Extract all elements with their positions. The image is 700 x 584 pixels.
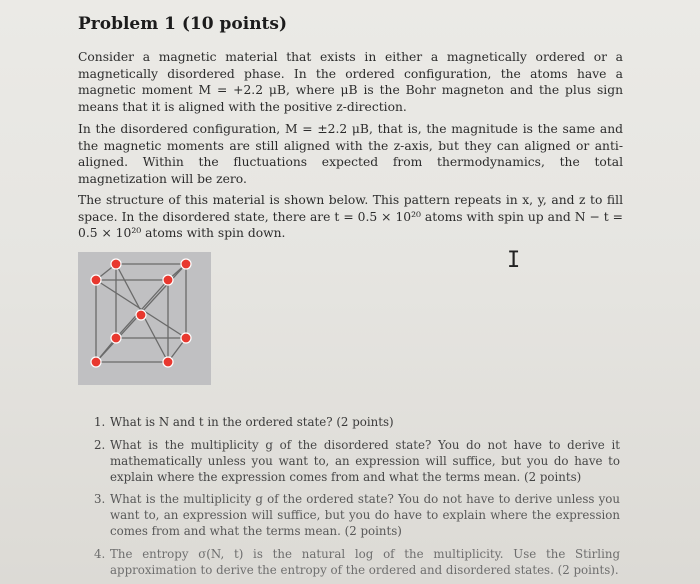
question-text: What is the multiplicity g of the disordered state? You do not have to derive it mathematically unless you want to, an expression will suffice, but you do have to explain where the expression comes from and what the terms mean. (2 points) bbox=[110, 438, 620, 484]
question-number: 4. bbox=[94, 547, 106, 561]
question-text: The entropy σ(N, t) is the natural log of the multiplicity. Use the Stirling approximation to derive the entropy of the ordered and disordered states. (2 points). bbox=[110, 547, 620, 577]
problem-title: Problem 1 (10 points) bbox=[78, 14, 288, 34]
paragraph-disordered-phase: In the disordered configuration, M = ±2.2 μB, that is, the magnitude is the same and the magnetic moments are still aligned with the z-axis, but they can aligned or anti-aligned. Within the fluctuations expected from thermodynamics, the total magnetization will be zero. bbox=[78, 122, 623, 186]
bcc-lattice-diagram bbox=[78, 252, 211, 385]
text-cursor-icon: I bbox=[507, 248, 521, 273]
question-number: 1. bbox=[94, 415, 106, 429]
corner-atom bbox=[91, 275, 101, 285]
corner-atom bbox=[163, 275, 173, 285]
question-text: What is N and t in the ordered state? (2 points) bbox=[110, 415, 394, 429]
question-3 bbox=[94, 491, 620, 539]
paragraph-ordered-phase: Consider a magnetic material that exists in either a magnetically ordered or a magnetically disordered phase. In the ordered configuration, the atoms have a magnetic moment M = +2.2 μB, where μB is the Bohr magneton and the plus sign means that it is aligned with the positive z-direction. bbox=[78, 50, 623, 114]
question-text: What is the multiplicity g of the ordered state? You do not have to derive unless you want to, an expression will suffice, but you do have to explain where the expression comes from and what the terms mean. (2 points) bbox=[110, 492, 620, 538]
body-center-atom bbox=[136, 310, 146, 320]
corner-atom bbox=[111, 333, 121, 343]
corner-atom bbox=[181, 333, 191, 343]
crystal-structure-figure bbox=[78, 252, 211, 385]
question-2 bbox=[94, 437, 620, 485]
question-4 bbox=[94, 546, 620, 578]
body-diagonal bbox=[96, 280, 186, 338]
question-1 bbox=[94, 414, 620, 430]
corner-atom bbox=[163, 357, 173, 367]
corner-atom bbox=[181, 259, 191, 269]
question-number: 3. bbox=[94, 492, 106, 506]
paragraph-structure: The structure of this material is shown below. This pattern repeats in x, y, and z to fill space. In the disordered state, there are t = 0.5 × 10²⁰ atoms with spin up and N − t = 0.5 × 10²⁰ atoms with spin down. bbox=[78, 193, 623, 240]
body-diagonal bbox=[116, 280, 168, 338]
corner-atom bbox=[91, 357, 101, 367]
corner-atom bbox=[111, 259, 121, 269]
question-number: 2. bbox=[94, 438, 106, 452]
